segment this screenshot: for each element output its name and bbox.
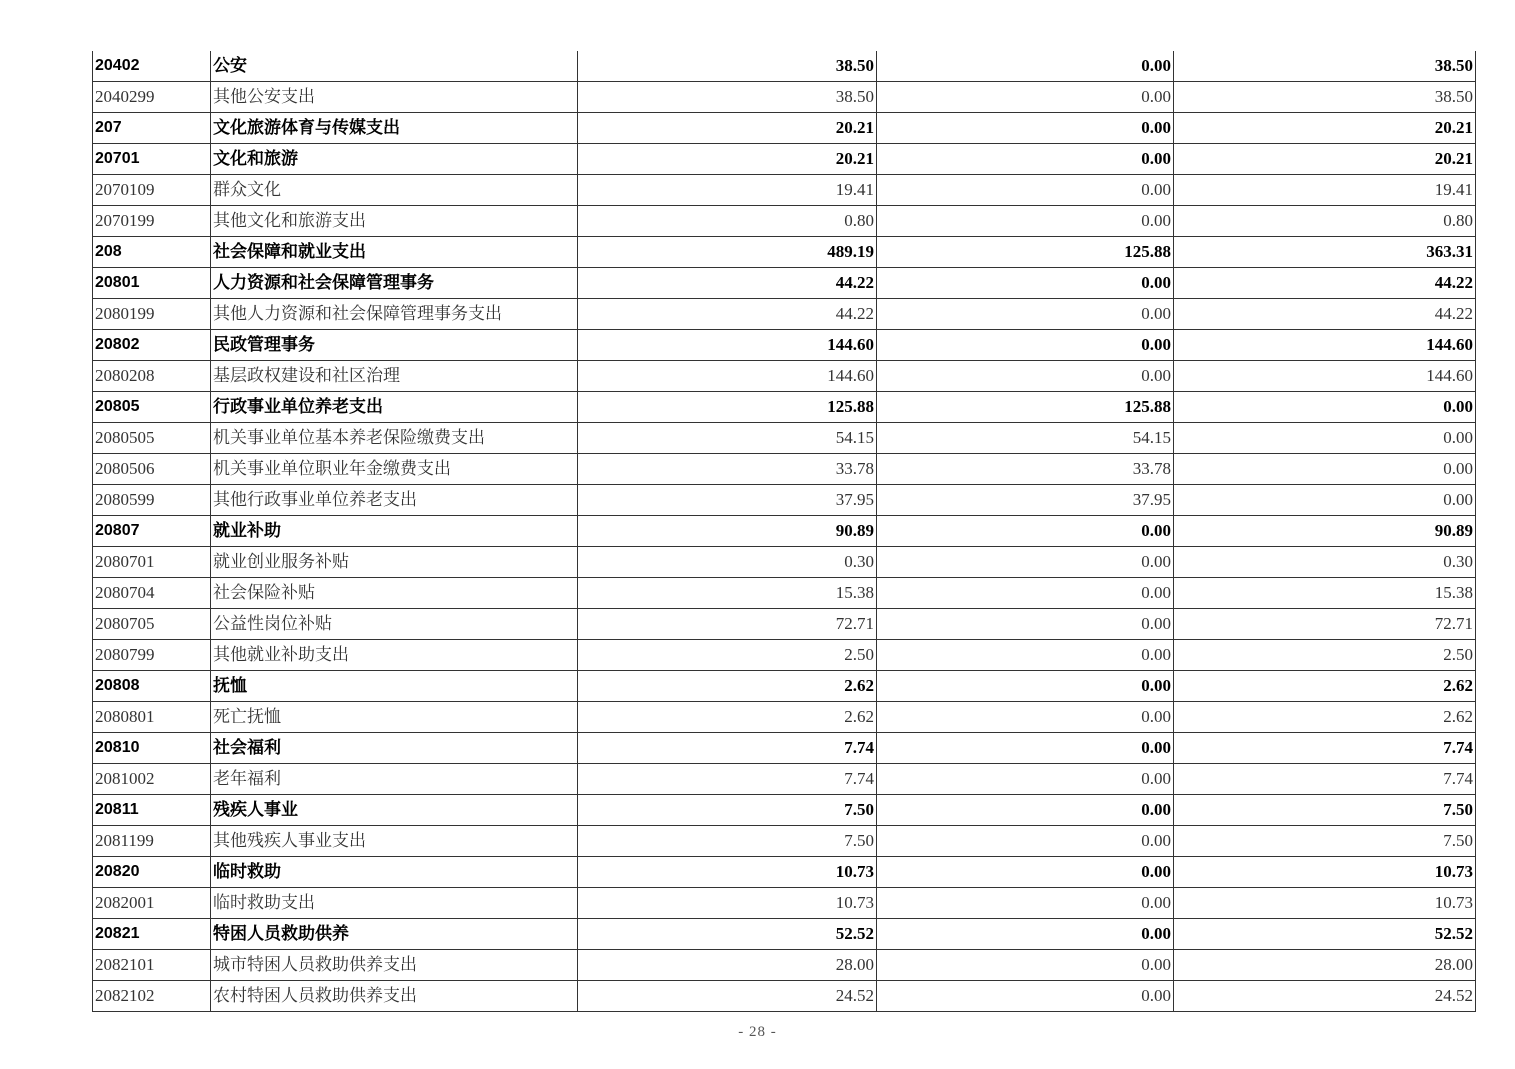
category-row	[93, 392, 1476, 423]
row-name-cell: 社会保障和就业支出	[211, 237, 578, 268]
row-code-cell: 20820	[93, 857, 211, 888]
category-row	[93, 671, 1476, 702]
row-total-cell: 0.30	[578, 547, 877, 578]
row-name-cell: 农村特困人员救助供养支出	[211, 981, 578, 1012]
row-code-cell: 2080208	[93, 361, 211, 392]
item-row	[93, 454, 1476, 485]
row-name-cell: 老年福利	[211, 764, 578, 795]
row-total-cell: 90.89	[578, 516, 877, 547]
item-row	[93, 361, 1476, 392]
row-total-cell: 15.38	[578, 578, 877, 609]
row-name-cell: 死亡抚恤	[211, 702, 578, 733]
item-row	[93, 609, 1476, 640]
row-basic-cell: 0.00	[877, 361, 1174, 392]
category-row	[93, 857, 1476, 888]
row-name-cell: 公益性岗位补贴	[211, 609, 578, 640]
row-total-cell: 7.50	[578, 826, 877, 857]
row-total-cell: 2.50	[578, 640, 877, 671]
row-code-cell: 2081002	[93, 764, 211, 795]
row-code-cell: 20807	[93, 516, 211, 547]
row-project-cell: 0.00	[1174, 392, 1476, 423]
row-name-cell: 城市特困人员救助供养支出	[211, 950, 578, 981]
row-name-cell: 文化旅游体育与传媒支出	[211, 113, 578, 144]
row-basic-cell: 0.00	[877, 206, 1174, 237]
row-project-cell: 7.74	[1174, 733, 1476, 764]
row-total-cell: 52.52	[578, 919, 877, 950]
row-name-cell: 基层政权建设和社区治理	[211, 361, 578, 392]
row-name-cell: 群众文化	[211, 175, 578, 206]
row-project-cell: 20.21	[1174, 144, 1476, 175]
row-total-cell: 489.19	[578, 237, 877, 268]
row-basic-cell: 0.00	[877, 981, 1174, 1012]
row-basic-cell: 0.00	[877, 950, 1174, 981]
category-row	[93, 237, 1476, 268]
row-total-cell: 144.60	[578, 330, 877, 361]
row-total-cell: 10.73	[578, 857, 877, 888]
row-name-cell: 临时救助	[211, 857, 578, 888]
row-total-cell: 20.21	[578, 113, 877, 144]
row-total-cell: 19.41	[578, 175, 877, 206]
row-code-cell: 20802	[93, 330, 211, 361]
row-project-cell: 363.31	[1174, 237, 1476, 268]
row-project-cell: 0.00	[1174, 423, 1476, 454]
row-project-cell: 0.00	[1174, 485, 1476, 516]
row-name-cell: 民政管理事务	[211, 330, 578, 361]
expenditure-table	[92, 51, 1476, 1012]
row-project-cell: 144.60	[1174, 330, 1476, 361]
row-basic-cell: 0.00	[877, 547, 1174, 578]
row-code-cell: 2080506	[93, 454, 211, 485]
item-row	[93, 950, 1476, 981]
row-name-cell: 公安	[211, 51, 578, 82]
row-code-cell: 208	[93, 237, 211, 268]
row-project-cell: 0.00	[1174, 454, 1476, 485]
row-name-cell: 机关事业单位基本养老保险缴费支出	[211, 423, 578, 454]
item-row	[93, 888, 1476, 919]
row-code-cell: 2070109	[93, 175, 211, 206]
row-total-cell: 24.52	[578, 981, 877, 1012]
row-name-cell: 行政事业单位养老支出	[211, 392, 578, 423]
row-total-cell: 10.73	[578, 888, 877, 919]
row-name-cell: 其他行政事业单位养老支出	[211, 485, 578, 516]
row-basic-cell: 54.15	[877, 423, 1174, 454]
row-name-cell: 机关事业单位职业年金缴费支出	[211, 454, 578, 485]
item-row	[93, 423, 1476, 454]
row-project-cell: 10.73	[1174, 888, 1476, 919]
row-code-cell: 2080705	[93, 609, 211, 640]
row-project-cell: 2.62	[1174, 671, 1476, 702]
row-basic-cell: 33.78	[877, 454, 1174, 485]
row-code-cell: 207	[93, 113, 211, 144]
row-project-cell: 90.89	[1174, 516, 1476, 547]
row-project-cell: 38.50	[1174, 51, 1476, 82]
row-project-cell: 44.22	[1174, 299, 1476, 330]
row-basic-cell: 0.00	[877, 516, 1174, 547]
category-row	[93, 733, 1476, 764]
row-name-cell: 社会保险补贴	[211, 578, 578, 609]
row-basic-cell: 0.00	[877, 826, 1174, 857]
row-project-cell: 7.74	[1174, 764, 1476, 795]
row-basic-cell: 0.00	[877, 609, 1174, 640]
row-basic-cell: 0.00	[877, 888, 1174, 919]
row-code-cell: 20701	[93, 144, 211, 175]
row-basic-cell: 0.00	[877, 857, 1174, 888]
row-code-cell: 2080801	[93, 702, 211, 733]
row-code-cell: 2081199	[93, 826, 211, 857]
row-basic-cell: 0.00	[877, 764, 1174, 795]
row-code-cell: 2070199	[93, 206, 211, 237]
row-name-cell: 抚恤	[211, 671, 578, 702]
item-row	[93, 547, 1476, 578]
row-code-cell: 2082001	[93, 888, 211, 919]
row-code-cell: 2082101	[93, 950, 211, 981]
row-total-cell: 33.78	[578, 454, 877, 485]
row-total-cell: 28.00	[578, 950, 877, 981]
row-code-cell: 20805	[93, 392, 211, 423]
row-total-cell: 38.50	[578, 82, 877, 113]
row-total-cell: 2.62	[578, 702, 877, 733]
row-basic-cell: 0.00	[877, 175, 1174, 206]
category-row	[93, 51, 1476, 82]
item-row	[93, 640, 1476, 671]
row-name-cell: 社会福利	[211, 733, 578, 764]
row-total-cell: 38.50	[578, 51, 877, 82]
row-name-cell: 就业补助	[211, 516, 578, 547]
table-body	[93, 51, 1476, 1012]
row-total-cell: 7.74	[578, 764, 877, 795]
category-row	[93, 919, 1476, 950]
row-project-cell: 10.73	[1174, 857, 1476, 888]
row-total-cell: 37.95	[578, 485, 877, 516]
row-code-cell: 2080599	[93, 485, 211, 516]
row-name-cell: 临时救助支出	[211, 888, 578, 919]
category-row	[93, 268, 1476, 299]
row-code-cell: 2080701	[93, 547, 211, 578]
row-code-cell: 20808	[93, 671, 211, 702]
row-basic-cell: 0.00	[877, 671, 1174, 702]
row-code-cell: 20821	[93, 919, 211, 950]
category-row	[93, 144, 1476, 175]
row-total-cell: 72.71	[578, 609, 877, 640]
category-row	[93, 795, 1476, 826]
row-code-cell: 2082102	[93, 981, 211, 1012]
row-code-cell: 2080704	[93, 578, 211, 609]
item-row	[93, 82, 1476, 113]
row-project-cell: 2.50	[1174, 640, 1476, 671]
item-row	[93, 578, 1476, 609]
row-project-cell: 2.62	[1174, 702, 1476, 733]
category-row	[93, 330, 1476, 361]
row-code-cell: 20811	[93, 795, 211, 826]
row-total-cell: 0.80	[578, 206, 877, 237]
row-project-cell: 0.80	[1174, 206, 1476, 237]
row-basic-cell: 0.00	[877, 702, 1174, 733]
row-name-cell: 其他残疾人事业支出	[211, 826, 578, 857]
row-project-cell: 28.00	[1174, 950, 1476, 981]
row-project-cell: 0.30	[1174, 547, 1476, 578]
row-basic-cell: 0.00	[877, 733, 1174, 764]
row-code-cell: 20402	[93, 51, 211, 82]
row-basic-cell: 0.00	[877, 330, 1174, 361]
item-row	[93, 764, 1476, 795]
row-basic-cell: 0.00	[877, 51, 1174, 82]
row-basic-cell: 125.88	[877, 392, 1174, 423]
row-code-cell: 2080799	[93, 640, 211, 671]
item-row	[93, 206, 1476, 237]
row-basic-cell: 0.00	[877, 268, 1174, 299]
item-row	[93, 485, 1476, 516]
row-project-cell: 7.50	[1174, 795, 1476, 826]
row-project-cell: 44.22	[1174, 268, 1476, 299]
row-project-cell: 24.52	[1174, 981, 1476, 1012]
row-basic-cell: 125.88	[877, 237, 1174, 268]
row-total-cell: 144.60	[578, 361, 877, 392]
row-total-cell: 7.50	[578, 795, 877, 826]
page-number: - 28 -	[738, 1024, 777, 1040]
row-total-cell: 125.88	[578, 392, 877, 423]
row-total-cell: 54.15	[578, 423, 877, 454]
item-row	[93, 702, 1476, 733]
row-project-cell: 144.60	[1174, 361, 1476, 392]
item-row	[93, 826, 1476, 857]
category-row	[93, 516, 1476, 547]
item-row	[93, 175, 1476, 206]
item-row	[93, 981, 1476, 1012]
row-project-cell: 20.21	[1174, 113, 1476, 144]
row-basic-cell: 0.00	[877, 299, 1174, 330]
row-total-cell: 2.62	[578, 671, 877, 702]
row-basic-cell: 0.00	[877, 795, 1174, 826]
row-code-cell: 20810	[93, 733, 211, 764]
row-basic-cell: 0.00	[877, 144, 1174, 175]
row-name-cell: 人力资源和社会保障管理事务	[211, 268, 578, 299]
row-project-cell: 7.50	[1174, 826, 1476, 857]
row-basic-cell: 0.00	[877, 113, 1174, 144]
row-name-cell: 文化和旅游	[211, 144, 578, 175]
row-code-cell: 2080199	[93, 299, 211, 330]
row-basic-cell: 0.00	[877, 640, 1174, 671]
row-name-cell: 其他公安支出	[211, 82, 578, 113]
row-code-cell: 2040299	[93, 82, 211, 113]
row-name-cell: 残疾人事业	[211, 795, 578, 826]
row-project-cell: 52.52	[1174, 919, 1476, 950]
row-name-cell: 其他人力资源和社会保障管理事务支出	[211, 299, 578, 330]
item-row	[93, 299, 1476, 330]
row-project-cell: 15.38	[1174, 578, 1476, 609]
row-total-cell: 20.21	[578, 144, 877, 175]
category-row	[93, 113, 1476, 144]
row-name-cell: 其他就业补助支出	[211, 640, 578, 671]
row-basic-cell: 0.00	[877, 82, 1174, 113]
row-name-cell: 就业创业服务补贴	[211, 547, 578, 578]
row-total-cell: 44.22	[578, 268, 877, 299]
row-name-cell: 特困人员救助供养	[211, 919, 578, 950]
row-basic-cell: 37.95	[877, 485, 1174, 516]
row-project-cell: 38.50	[1174, 82, 1476, 113]
row-project-cell: 72.71	[1174, 609, 1476, 640]
row-total-cell: 44.22	[578, 299, 877, 330]
row-basic-cell: 0.00	[877, 578, 1174, 609]
row-basic-cell: 0.00	[877, 919, 1174, 950]
row-code-cell: 20801	[93, 268, 211, 299]
row-project-cell: 19.41	[1174, 175, 1476, 206]
row-name-cell: 其他文化和旅游支出	[211, 206, 578, 237]
row-code-cell: 2080505	[93, 423, 211, 454]
row-total-cell: 7.74	[578, 733, 877, 764]
